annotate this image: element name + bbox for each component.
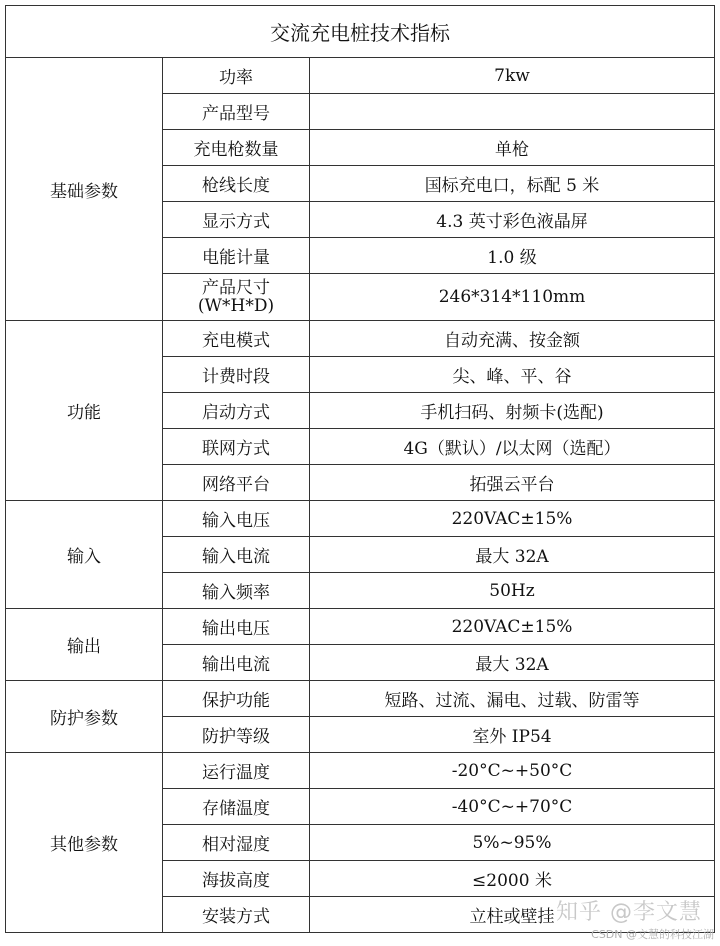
table-row (6, 58, 715, 94)
param-name-cell: 功率 (163, 58, 310, 94)
param-name-cell: 显示方式 (163, 202, 310, 238)
category-cell: 防护参数 (6, 681, 163, 753)
param-value-cell: 最大 32A (310, 537, 715, 573)
category-cell: 基础参数 (6, 58, 163, 321)
zhihu-watermark: 知乎 @李文慧 (556, 900, 702, 925)
param-value-cell: 单枪 (310, 130, 715, 166)
param-name-cell: 相对湿度 (163, 825, 310, 861)
param-name-cell: 网络平台 (163, 465, 310, 501)
param-name-cell: 计费时段 (163, 357, 310, 393)
param-name-cell: 输入电流 (163, 537, 310, 573)
param-value-cell: 国标充电口，标配 5 米 (310, 166, 715, 202)
param-value-cell: 246*314*110mm (310, 274, 715, 321)
param-name-cell: 保护功能 (163, 681, 310, 717)
param-name-cell: 输入频率 (163, 573, 310, 609)
category-cell: 输入 (6, 501, 163, 609)
table-row (6, 501, 715, 537)
param-value-cell: 220VAC±15% (310, 501, 715, 537)
param-name-cell: 防护等级 (163, 717, 310, 753)
param-value-cell: 短路、过流、漏电、过载、防雷等 (310, 681, 715, 717)
title-row (6, 6, 715, 58)
spec-table (5, 5, 715, 933)
param-name-sub: (W*H*D) (197, 296, 275, 316)
table-row (6, 753, 715, 789)
param-value-cell: 自动充满、按金额 (310, 321, 715, 357)
param-name-cell: 运行温度 (163, 753, 310, 789)
param-name-cell: 联网方式 (163, 429, 310, 465)
param-value-cell: 室外 IP54 (310, 717, 715, 753)
param-name-cell: 充电枪数量 (163, 130, 310, 166)
table-row (6, 321, 715, 357)
param-name-cell (163, 274, 310, 321)
category-cell: 功能 (6, 321, 163, 501)
param-name-cell: 电能计量 (163, 238, 310, 274)
param-name-cell: 启动方式 (163, 393, 310, 429)
param-name-cell: 存储温度 (163, 789, 310, 825)
param-value-cell: 4G（默认）/以太网（选配） (310, 429, 715, 465)
table-row (6, 609, 715, 645)
table-row (6, 681, 715, 717)
param-name-cell: 安装方式 (163, 897, 310, 933)
param-value-cell: 最大 32A (310, 645, 715, 681)
param-name-cell: 海拔高度 (163, 861, 310, 897)
param-value-cell: 立柱或壁挂 (310, 897, 715, 933)
csdn-credit: CSDN @文慧的科技江湖 (591, 928, 714, 941)
param-value-cell: 4.3 英寸彩色液晶屏 (310, 202, 715, 238)
param-value-cell: 拓强云平台 (310, 465, 715, 501)
spec-table-body (6, 6, 715, 933)
param-value-cell: -20°C~+50°C (310, 753, 715, 789)
param-value-cell: 7kw (310, 58, 715, 94)
param-value-cell: ≤2000 米 (310, 861, 715, 897)
param-value-cell: -40°C~+70°C (310, 789, 715, 825)
param-name-cell: 产品型号 (163, 94, 310, 130)
param-name-cell: 输出电流 (163, 645, 310, 681)
param-name: 产品尺寸 (202, 278, 270, 298)
param-value-cell: 手机扫码、射频卡(选配) (310, 393, 715, 429)
category-cell: 其他参数 (6, 753, 163, 933)
param-value-cell (310, 94, 715, 130)
param-value-cell: 50Hz (310, 573, 715, 609)
param-value-cell: 尖、峰、平、谷 (310, 357, 715, 393)
param-name-cell: 输出电压 (163, 609, 310, 645)
param-value-cell: 5%~95% (310, 825, 715, 861)
table-title: 交流充电桩技术指标 (6, 6, 715, 58)
param-value-cell: 220VAC±15% (310, 609, 715, 645)
category-cell: 输出 (6, 609, 163, 681)
param-value-cell: 1.0 级 (310, 238, 715, 274)
param-name-cell: 枪线长度 (163, 166, 310, 202)
param-name-cell: 充电模式 (163, 321, 310, 357)
param-name-cell: 输入电压 (163, 501, 310, 537)
